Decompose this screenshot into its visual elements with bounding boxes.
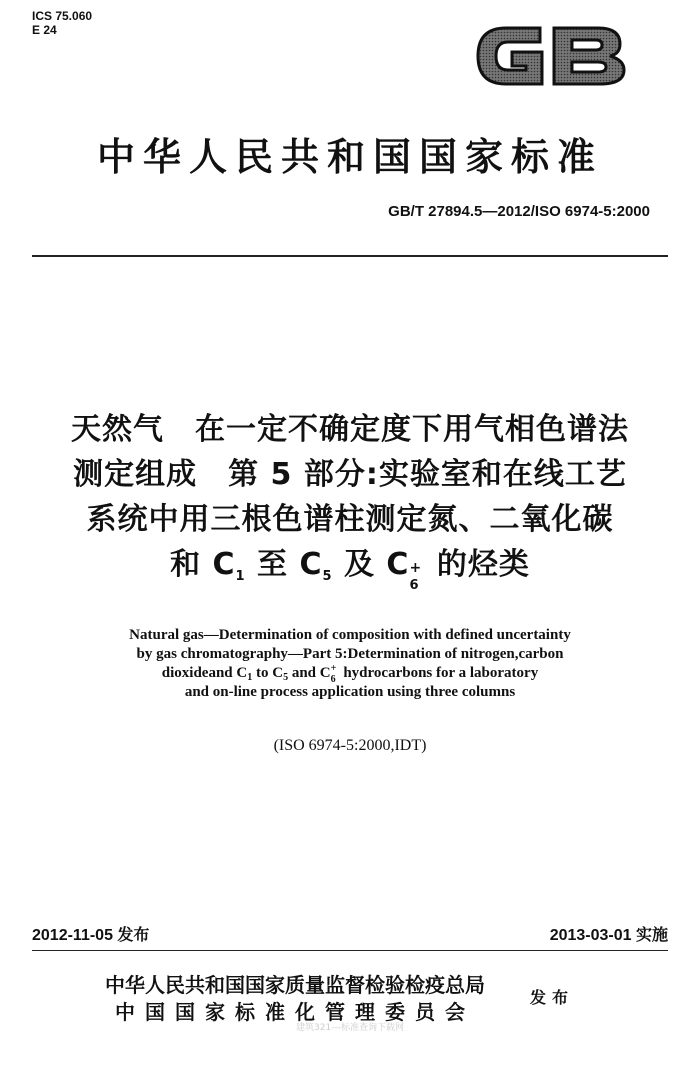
zh4-sub3: 6 [409, 578, 420, 593]
publish-label: 发布 [530, 988, 575, 1007]
standard-title: 中华人民共和国国家标准 [96, 135, 603, 179]
zh4-sup3: + [409, 560, 423, 576]
title-zh-line4 [0, 545, 700, 597]
en3-part-b: to C [252, 665, 284, 681]
gb-logo [470, 16, 630, 96]
zh4-sub2: 5 [322, 569, 333, 584]
divider-bottom [32, 950, 668, 951]
zh4-sub1: 1 [235, 569, 246, 584]
title-zh-line1: 天然气 在一定不确定度下用气相色谱法 [71, 412, 629, 447]
zh4-part-d: 的烃类 [425, 547, 530, 582]
title-zh-line2: 测定组成 第 5 部分:实验室和在线工艺 [73, 457, 627, 492]
watermark: 建筑321---标准查询下载网 [296, 1023, 404, 1033]
en3-sub2: 5 [283, 672, 289, 683]
en3-part-d: hydrocarbons for a laboratory [339, 665, 539, 681]
zh4-part-a: 和 C [170, 547, 236, 582]
title-en-line1: Natural gas—Determination of composition with defined uncertainty [129, 627, 571, 643]
zh4-part-c: 及 C [332, 547, 410, 582]
iso-equivalence: (ISO 6974-5:2000,IDT) [273, 737, 427, 754]
divider-top [32, 255, 668, 257]
zh4-part-b: 至 C [245, 547, 323, 582]
en3-part-c: and C [288, 665, 331, 681]
issuing-org-2: 中国国家标准化管理委员会 [115, 1000, 475, 1024]
issue-date: 2012-11-05 发布 [32, 927, 150, 944]
en3-sub1: 1 [247, 672, 253, 683]
implementation-date: 2013-03-01 实施 [549, 927, 668, 944]
title-zh-line3: 系统中用三根色谱柱测定氮、二氧化碳 [86, 502, 614, 537]
standard-number: GB/T 27894.5—2012/ISO 6974-5:2000 [388, 203, 650, 220]
ics-code: ICS 75.060 [32, 9, 93, 23]
en3-sup3: + [330, 663, 337, 674]
title-en-line4: and on-line process application using three columns [184, 684, 516, 700]
ccs-code: E 24 [32, 23, 57, 37]
zh4-supsub [409, 552, 425, 593]
en3-part-a: dioxideand C [161, 665, 248, 681]
title-en-line2: by gas chromatography—Part 5:Determination of nitrogen,carbon [136, 646, 564, 662]
en3-supsub [330, 663, 340, 685]
en3-sub3: 6 [330, 674, 336, 685]
classification-codes [32, 9, 92, 37]
issuing-org-1: 中华人民共和国国家质量监督检验检疫总局 [105, 973, 485, 997]
